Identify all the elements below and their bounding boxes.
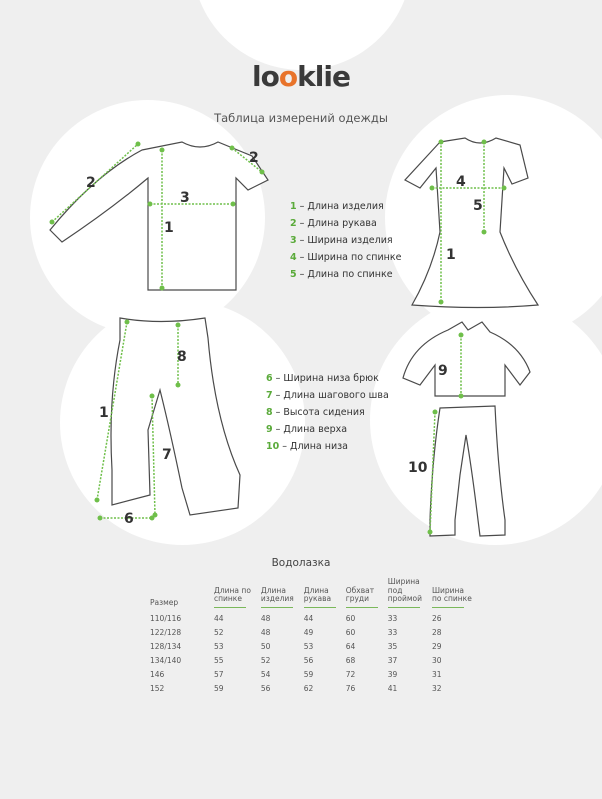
dress-label-5: 5 [473, 198, 483, 214]
legend-bottom [266, 370, 389, 455]
suit-label-10: 10 [408, 460, 428, 476]
table-cell: 60 [345, 628, 356, 637]
col-header-chest: Обхват груди [340, 578, 382, 612]
table-cell: 59 [303, 670, 314, 679]
table-cell: 44 [303, 614, 314, 623]
table-row [150, 668, 476, 682]
col-header-back-length: Длина по спинке [208, 578, 255, 612]
table-cell: 48 [260, 614, 271, 623]
legend-item: 8 – Высота сидения [266, 407, 365, 418]
table-cell: 68 [345, 656, 356, 665]
jacket-outline [403, 322, 530, 396]
tshirt-label-3: 3 [180, 190, 190, 206]
table-cell: 59 [214, 684, 224, 693]
tshirt-label-1: 1 [164, 220, 174, 236]
pants-label-8: 8 [177, 349, 187, 365]
table-row [150, 682, 476, 696]
page-title: Таблица измерений одежды [214, 111, 388, 125]
table-cell: 56 [303, 656, 314, 665]
table-cell: 33 [387, 614, 398, 623]
table-cell: 110/116 [150, 614, 182, 623]
legend-item: 2 – Длина рукава [290, 218, 377, 229]
table-cell: 64 [345, 642, 356, 651]
table-cell: 128/134 [150, 642, 182, 651]
legend-item: 6 – Ширина низа брюк [266, 373, 379, 384]
table-cell: 72 [345, 670, 356, 679]
table-cell: 33 [387, 628, 398, 637]
table-cell: 62 [303, 684, 314, 693]
table-row [150, 640, 476, 654]
table-cell: 60 [345, 614, 356, 623]
legend-item: 3 – Ширина изделия [290, 235, 393, 246]
table-cell: 146 [150, 670, 165, 679]
table-row [150, 654, 476, 668]
table-row [150, 612, 476, 626]
table-cell: 48 [260, 628, 271, 637]
table-cell: 52 [260, 656, 271, 665]
col-header-back-width: Ширина по спинке [426, 578, 476, 612]
table-header-row [150, 578, 476, 612]
table-cell: 31 [432, 670, 442, 679]
table-row [150, 626, 476, 640]
col-header-sleeve-length: Длина рукава [298, 578, 340, 612]
legend-item: 9 – Длина верха [266, 424, 348, 435]
table-cell: 134/140 [150, 656, 182, 665]
size-table [150, 578, 476, 696]
table-cell: 76 [345, 684, 356, 693]
col-header-item-length: Длина изделия [255, 578, 298, 612]
table-cell: 53 [214, 642, 224, 651]
pants-label-1: 1 [99, 405, 109, 421]
tshirt-label-2b: 2 [249, 150, 259, 166]
tshirt-outline [50, 142, 268, 290]
dress-outline [405, 138, 538, 308]
legend-item: 1 – Длина изделия [290, 201, 384, 212]
table-cell: 53 [303, 642, 314, 651]
table-cell: 152 [150, 684, 165, 693]
table-cell: 26 [432, 614, 442, 623]
suit-label-9: 9 [438, 363, 448, 379]
dress-label-4: 4 [456, 174, 466, 190]
legend-item: 5 – Длина по спинке [290, 269, 393, 280]
dress-label-1: 1 [446, 247, 456, 263]
table-cell: 32 [432, 684, 442, 693]
legend-top [290, 198, 401, 283]
brand-logo: looklie [252, 60, 350, 93]
table-cell: 57 [214, 670, 224, 679]
table-cell: 55 [214, 656, 224, 665]
table-cell: 44 [214, 614, 224, 623]
tshirt-label-2a: 2 [86, 175, 96, 191]
col-header-size: Размер [150, 598, 179, 607]
table-cell: 29 [432, 642, 442, 651]
pants-label-7: 7 [162, 447, 172, 463]
legend-item: 10 – Длина низа [266, 441, 349, 452]
table-cell: 52 [214, 628, 224, 637]
legend-item: 7 – Длина шагового шва [266, 390, 389, 401]
table-cell: 35 [387, 642, 398, 651]
joggers-outline [430, 406, 505, 536]
table-cell: 39 [387, 670, 398, 679]
table-cell: 50 [260, 642, 271, 651]
col-header-armhole-width: Ширина под проймой [382, 578, 426, 612]
table-cell: 30 [432, 656, 442, 665]
table-cell: 54 [260, 670, 271, 679]
table-cell: 28 [432, 628, 442, 637]
table-cell: 41 [387, 684, 398, 693]
pants-outline [111, 318, 240, 515]
table-cell: 122/128 [150, 628, 182, 637]
table-cell: 56 [260, 684, 271, 693]
pants-label-6: 6 [124, 511, 134, 527]
legend-item: 4 – Ширина по спинке [290, 252, 402, 263]
table-cell: 49 [303, 628, 314, 637]
table-title: Водолазка [271, 557, 331, 569]
table-cell: 37 [387, 656, 398, 665]
